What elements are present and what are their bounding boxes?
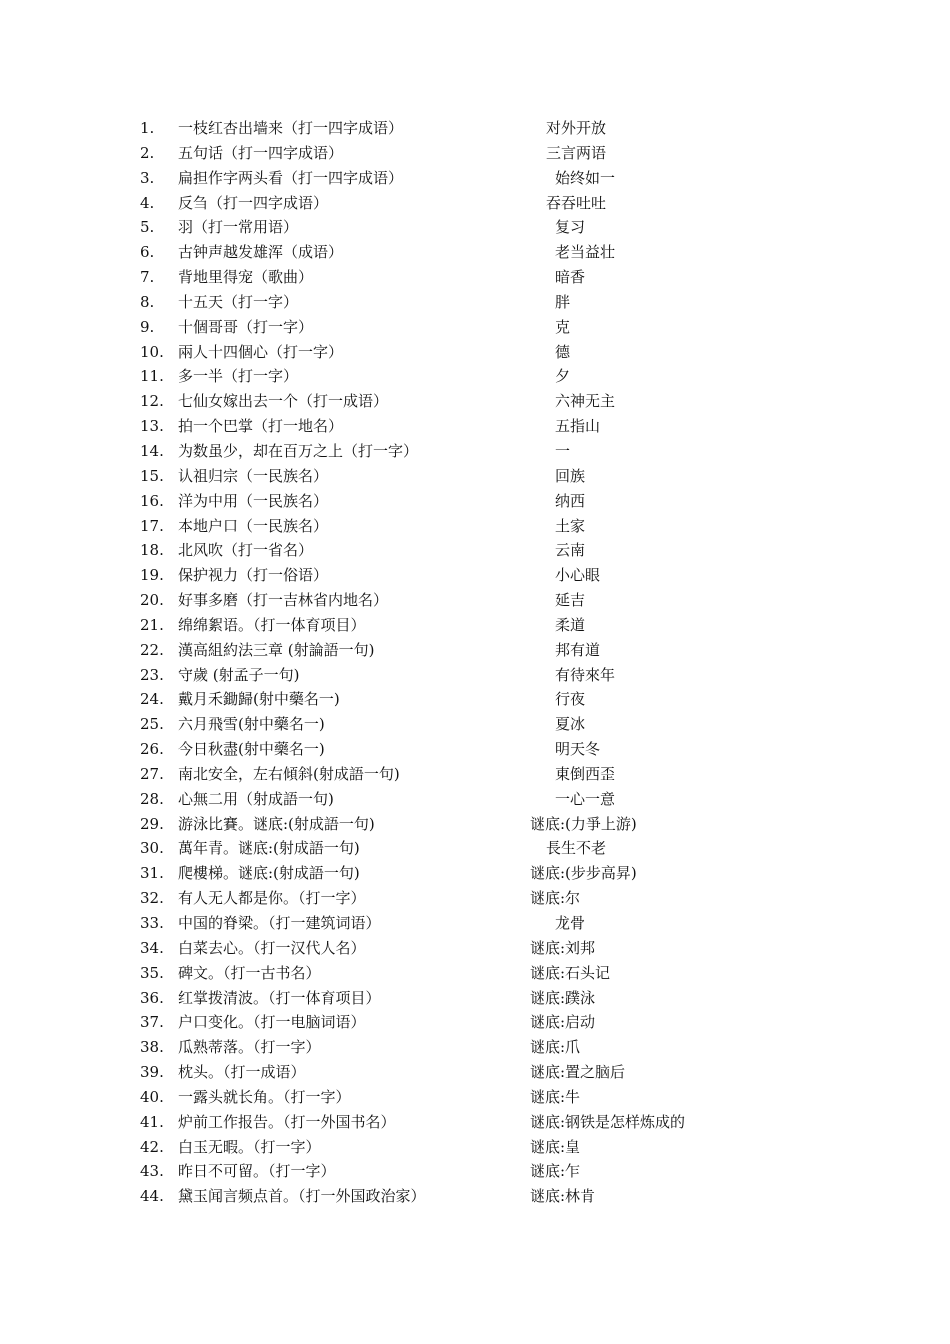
riddle-row xyxy=(140,439,840,464)
riddle-number: 43. xyxy=(140,1162,164,1181)
riddle-answer: 复习 xyxy=(555,218,586,237)
riddle-question: 拍一个巴掌（打一地名） xyxy=(178,417,344,436)
riddle-answer: 胖 xyxy=(555,292,571,311)
riddle-number: 21. xyxy=(140,615,164,634)
riddle-answer: 有待來年 xyxy=(555,665,616,684)
riddle-answer: 谜底:林肯 xyxy=(530,1187,596,1206)
riddle-answer: 小心眼 xyxy=(555,566,601,585)
riddle-question: 守歲 (射孟子一句) xyxy=(178,665,300,684)
riddle-answer: 明天冬 xyxy=(555,740,601,759)
riddle-answer: 谜底:皇 xyxy=(530,1137,581,1156)
riddle-row xyxy=(140,687,840,712)
riddle-answer: 延吉 xyxy=(555,591,586,610)
riddle-number: 31. xyxy=(140,864,164,883)
riddle-number: 34. xyxy=(140,938,164,957)
riddle-row xyxy=(140,836,840,861)
riddle-row xyxy=(140,1085,840,1110)
riddle-question: 绵绵絮语。（打一体育项目） xyxy=(178,615,366,634)
riddle-answer: 谜底:石头记 xyxy=(530,963,611,982)
riddle-row xyxy=(140,1035,840,1060)
riddle-row xyxy=(140,364,840,389)
riddle-question: 六月飛雪(射中藥名一) xyxy=(178,715,325,734)
riddle-answer: 三言两语 xyxy=(546,143,607,162)
riddle-question: 游泳比賽。谜底:(射成語一句) xyxy=(178,814,375,833)
riddle-answer: 回族 xyxy=(555,466,586,485)
riddle-number: 23. xyxy=(140,665,164,684)
riddle-question: 碑文。（打一古书名） xyxy=(178,963,321,982)
riddle-row xyxy=(140,563,840,588)
riddle-row xyxy=(140,986,840,1011)
riddle-answer: 谜底:(力爭上游) xyxy=(530,814,637,833)
riddle-number: 5. xyxy=(140,218,155,237)
riddle-row xyxy=(140,1060,840,1085)
riddle-number: 33. xyxy=(140,914,164,932)
riddle-number: 11. xyxy=(140,367,164,386)
riddle-number: 3. xyxy=(140,168,155,187)
riddle-row xyxy=(140,936,840,961)
riddle-question: 十個哥哥（打一字） xyxy=(178,317,314,336)
riddle-answer: 谜底:置之脑后 xyxy=(530,1063,626,1082)
riddle-answer: 東倒西歪 xyxy=(555,764,616,783)
riddle-answer: 長生不老 xyxy=(546,839,607,858)
riddle-answer: 柔道 xyxy=(555,615,586,634)
riddle-answer: 土家 xyxy=(555,516,586,535)
riddle-question: 一露头就长角。（打一字） xyxy=(178,1087,351,1106)
riddle-question: 扁担作字两头看（打一四字成语） xyxy=(178,168,404,187)
riddle-number: 22. xyxy=(140,640,164,659)
riddle-question: 好事多磨（打一吉林省内地名） xyxy=(178,591,389,610)
riddle-answer: 一心一意 xyxy=(555,789,616,808)
riddle-answer: 德 xyxy=(555,342,571,361)
riddle-answer: 一 xyxy=(555,441,571,460)
riddle-answer: 克 xyxy=(555,317,571,336)
riddle-answer: 纳西 xyxy=(555,491,586,510)
riddle-question: 瓜熟蒂落。（打一字） xyxy=(178,1038,321,1057)
riddle-question: 炉前工作报告。（打一外国书名） xyxy=(178,1112,396,1131)
riddle-question: 本地户口（一民族名） xyxy=(178,516,329,535)
riddle-answer: 五指山 xyxy=(555,417,601,436)
riddle-number: 10. xyxy=(140,342,164,361)
riddle-row xyxy=(140,737,840,762)
riddle-answer: 老当益壮 xyxy=(555,243,616,262)
riddle-row xyxy=(140,340,840,365)
riddle-number: 36. xyxy=(140,988,164,1007)
riddle-question: 保护视力（打一俗语） xyxy=(178,566,329,585)
riddle-row xyxy=(140,240,840,265)
riddle-number: 16. xyxy=(140,491,164,510)
riddle-answer: 谜底:尔 xyxy=(530,889,581,908)
riddle-number: 15. xyxy=(140,466,164,485)
riddle-answer: 龙骨 xyxy=(555,914,586,932)
riddle-answer: 谜底:牛 xyxy=(530,1087,581,1106)
riddle-row xyxy=(140,514,840,539)
riddle-number: 28. xyxy=(140,789,164,808)
riddle-question: 背地里得宠（歌曲） xyxy=(178,268,314,287)
riddle-list xyxy=(140,116,840,1209)
riddle-number: 26. xyxy=(140,740,164,759)
riddle-row xyxy=(140,1010,840,1035)
riddle-row xyxy=(140,166,840,191)
riddle-number: 27. xyxy=(140,764,164,783)
riddle-question: 萬年青。谜底:(射成語一句) xyxy=(178,839,360,858)
riddle-answer: 谜底:(步步高昇) xyxy=(530,864,637,883)
riddle-question: 户口变化。（打一电脑词语） xyxy=(178,1013,366,1032)
riddle-number: 37. xyxy=(140,1013,164,1032)
riddle-row xyxy=(140,116,840,141)
riddle-row xyxy=(140,215,840,240)
riddle-number: 38. xyxy=(140,1038,164,1057)
riddle-question: 北风吹（打一省名） xyxy=(178,541,314,560)
riddle-number: 18. xyxy=(140,541,164,560)
riddle-number: 17. xyxy=(140,516,164,535)
riddle-answer: 谜底:启动 xyxy=(530,1013,596,1032)
riddle-number: 42. xyxy=(140,1137,164,1156)
riddle-row xyxy=(140,1135,840,1160)
riddle-answer: 夏冰 xyxy=(555,715,586,734)
riddle-question: 黛玉闻言频点首。（打一外国政治家） xyxy=(178,1187,426,1206)
riddle-answer: 谜底:爪 xyxy=(530,1038,581,1057)
riddle-row xyxy=(140,315,840,340)
riddle-row xyxy=(140,389,840,414)
riddle-row xyxy=(140,861,840,886)
riddle-number: 39. xyxy=(140,1063,164,1082)
riddle-number: 24. xyxy=(140,690,164,709)
riddle-answer: 夕 xyxy=(555,367,571,386)
riddle-question: 五句话（打一四字成语） xyxy=(178,143,344,162)
riddle-row xyxy=(140,886,840,911)
riddle-number: 19. xyxy=(140,566,164,585)
riddle-row xyxy=(140,911,840,936)
riddle-row xyxy=(140,961,840,986)
riddle-question: 一枝红杏出墙来（打一四字成语） xyxy=(178,119,404,137)
riddle-answer: 暗香 xyxy=(555,268,586,287)
riddle-question: 有人无人都是你。（打一字） xyxy=(178,889,366,908)
riddle-number: 14. xyxy=(140,441,164,460)
riddle-number: 30. xyxy=(140,839,164,858)
riddle-question: 反刍（打一四字成语） xyxy=(178,193,329,212)
riddle-row xyxy=(140,191,840,216)
riddle-question: 中国的脊梁。（打一建筑词语） xyxy=(178,914,381,932)
riddle-number: 1. xyxy=(140,119,155,137)
riddle-question: 白玉无暇。（打一字） xyxy=(178,1137,321,1156)
riddle-row xyxy=(140,812,840,837)
riddle-question: 今日秋盡(射中藥名一) xyxy=(178,740,325,759)
riddle-answer: 谜底:蹼泳 xyxy=(530,988,596,1007)
riddle-number: 32. xyxy=(140,889,164,908)
riddle-row xyxy=(140,464,840,489)
riddle-question: 认祖归宗（一民族名） xyxy=(178,466,329,485)
riddle-number: 40. xyxy=(140,1087,164,1106)
riddle-question: 漢高組約法三章 (射論語一句) xyxy=(178,640,375,659)
riddle-answer: 云南 xyxy=(555,541,586,560)
riddle-question: 爬樓梯。谜底:(射成語一句) xyxy=(178,864,360,883)
riddle-question: 红掌拨清波。（打一体育项目） xyxy=(178,988,381,1007)
riddle-row xyxy=(140,1184,840,1209)
riddle-question: 古钟声越发雄浑（成语） xyxy=(178,243,344,262)
riddle-number: 9. xyxy=(140,317,155,336)
riddle-row xyxy=(140,489,840,514)
riddle-row xyxy=(140,1110,840,1135)
riddle-answer: 始终如一 xyxy=(555,168,616,187)
riddle-question: 昨日不可留。（打一字） xyxy=(178,1162,336,1181)
riddle-question: 白菜去心。（打一汉代人名） xyxy=(178,938,366,957)
riddle-number: 41. xyxy=(140,1112,164,1131)
riddle-number: 44. xyxy=(140,1187,164,1206)
riddle-number: 7. xyxy=(140,268,155,287)
riddle-answer: 对外开放 xyxy=(546,119,607,137)
riddle-number: 2. xyxy=(140,143,155,162)
riddle-number: 6. xyxy=(140,243,155,262)
riddle-row xyxy=(140,712,840,737)
riddle-number: 35. xyxy=(140,963,164,982)
riddle-row xyxy=(140,414,840,439)
riddle-row xyxy=(140,762,840,787)
riddle-question: 兩人十四個心（打一字） xyxy=(178,342,344,361)
riddle-row xyxy=(140,663,840,688)
riddle-question: 十五天（打一字） xyxy=(178,292,299,311)
riddle-answer: 谜底:钢铁是怎样炼成的 xyxy=(530,1112,686,1131)
riddle-answer: 谜底:乍 xyxy=(530,1162,581,1181)
riddle-answer: 六神无主 xyxy=(555,392,616,411)
riddle-number: 8. xyxy=(140,292,155,311)
riddle-row xyxy=(140,290,840,315)
riddle-number: 25. xyxy=(140,715,164,734)
riddle-number: 20. xyxy=(140,591,164,610)
riddle-row xyxy=(140,141,840,166)
riddle-question: 南北安全，左右傾斜(射成語一句) xyxy=(178,764,400,783)
riddle-answer: 行夜 xyxy=(555,690,586,709)
riddle-question: 心無二用（射成語一句) xyxy=(178,789,334,808)
riddle-question: 枕头。（打一成语） xyxy=(178,1063,306,1082)
riddle-question: 多一半（打一字） xyxy=(178,367,299,386)
riddle-row xyxy=(140,638,840,663)
riddle-number: 12. xyxy=(140,392,164,411)
riddle-row xyxy=(140,538,840,563)
riddle-number: 29. xyxy=(140,814,164,833)
riddle-question: 七仙女嫁出去一个（打一成语） xyxy=(178,392,389,411)
riddle-answer: 吞吞吐吐 xyxy=(546,193,607,212)
riddle-number: 13. xyxy=(140,417,164,436)
riddle-question: 洋为中用（一民族名） xyxy=(178,491,329,510)
riddle-row xyxy=(140,613,840,638)
riddle-question: 为数虽少，却在百万之上（打一字） xyxy=(178,441,419,460)
riddle-question: 羽（打一常用语） xyxy=(178,218,299,237)
riddle-row xyxy=(140,1159,840,1184)
riddle-answer: 邦有道 xyxy=(555,640,601,659)
riddle-row xyxy=(140,265,840,290)
riddle-number: 4. xyxy=(140,193,155,212)
riddle-answer: 谜底:刘邦 xyxy=(530,938,596,957)
riddle-row xyxy=(140,588,840,613)
riddle-row xyxy=(140,787,840,812)
riddle-question: 戴月禾鋤歸(射中藥名一) xyxy=(178,690,340,709)
